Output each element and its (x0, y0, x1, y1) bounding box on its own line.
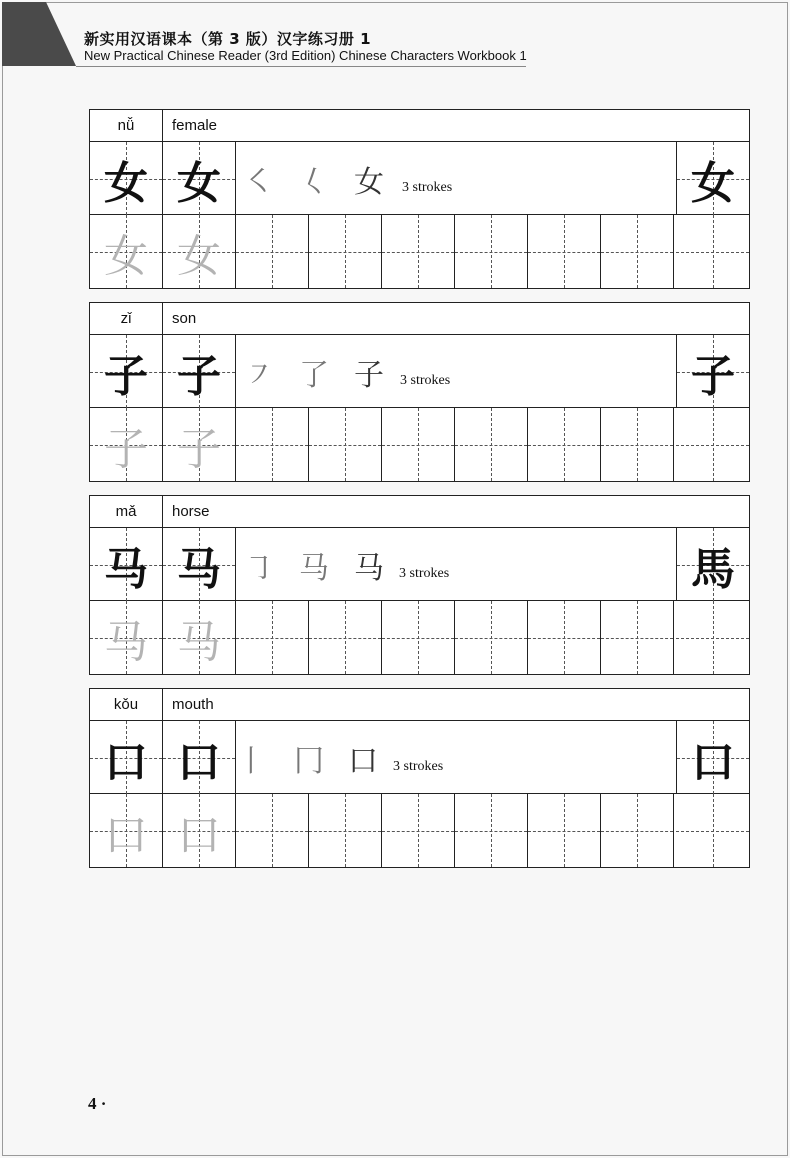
trace-cell[interactable] (90, 215, 163, 288)
model-character-cell (163, 142, 236, 215)
practice-cell[interactable] (676, 408, 749, 481)
practice-cell[interactable] (601, 794, 674, 867)
stroke-step: 了 (299, 358, 329, 393)
stroke-step: 𡿨 (299, 165, 329, 200)
model-character-cell (90, 721, 163, 794)
pinyin: nǚ (90, 110, 163, 141)
character-card-ma (89, 495, 750, 675)
practice-cell[interactable] (455, 215, 528, 288)
trace-cell[interactable] (163, 408, 236, 481)
trace-character: 马 (104, 616, 148, 668)
practice-cell[interactable] (309, 794, 382, 867)
trace-character: 口 (104, 809, 148, 861)
practice-cell[interactable] (676, 215, 749, 288)
practice-cell[interactable] (236, 794, 309, 867)
pinyin: zǐ (90, 303, 163, 334)
traditional-character: 馬 (691, 543, 735, 595)
meaning: mouth (172, 696, 214, 713)
stroke-step: 丨 (236, 744, 266, 779)
page-header (84, 30, 527, 64)
practice-cell[interactable] (382, 408, 455, 481)
trace-character: 子 (177, 423, 221, 475)
practice-cell[interactable] (455, 408, 528, 481)
stroke-count: 3 strokes (399, 566, 450, 581)
traditional-character: 女 (691, 157, 735, 209)
trace-cell[interactable] (163, 601, 236, 674)
stroke-order (236, 528, 676, 601)
model-character: 女 (177, 157, 221, 209)
model-character: 口 (177, 736, 221, 788)
character-card-zi (89, 302, 750, 482)
header-title-en: New Practical Chinese Reader (3rd Edition) Chinese Characters Workbook 1 (84, 48, 527, 63)
traditional-character: 口 (691, 736, 735, 788)
trace-cell[interactable] (90, 794, 163, 867)
practice-cell[interactable] (309, 601, 382, 674)
trace-cell[interactable] (163, 794, 236, 867)
trace-cell[interactable] (90, 601, 163, 674)
practice-cell[interactable] (455, 601, 528, 674)
stroke-step: 冂 (294, 744, 324, 779)
model-character: 子 (104, 350, 148, 402)
trace-cell[interactable] (163, 215, 236, 288)
practice-cell[interactable] (528, 601, 601, 674)
character-card-nu (89, 109, 750, 289)
practice-cell[interactable] (236, 601, 309, 674)
model-character: 子 (177, 350, 221, 402)
stroke-order (236, 721, 676, 794)
stroke-order (236, 142, 676, 215)
model-character-cell (163, 721, 236, 794)
trace-character: 口 (177, 809, 221, 861)
practice-cell[interactable] (455, 794, 528, 867)
stroke-step: 子 (354, 358, 384, 393)
practice-cell[interactable] (601, 215, 674, 288)
practice-cell[interactable] (382, 601, 455, 674)
model-character: 女 (104, 157, 148, 209)
practice-cell[interactable] (676, 794, 749, 867)
stroke-count: 3 strokes (400, 373, 451, 388)
practice-cell[interactable] (601, 408, 674, 481)
stroke-step: 口 (348, 744, 378, 779)
practice-cell[interactable] (382, 215, 455, 288)
model-character-cell (90, 142, 163, 215)
stroke-step: 马 (299, 551, 329, 586)
practice-cell[interactable] (676, 601, 749, 674)
header-title-zh: 新实用汉语课本（第 3 版）汉字练习册 1 (84, 30, 372, 48)
practice-cell[interactable] (382, 794, 455, 867)
character-card-kou (89, 688, 750, 868)
traditional-character-cell (676, 528, 749, 601)
model-character-cell (90, 528, 163, 601)
stroke-step: 马 (354, 551, 384, 586)
corner-decoration (2, 2, 76, 66)
header-rule (76, 66, 526, 67)
pinyin: kǒu (90, 689, 163, 720)
traditional-character-cell (676, 721, 749, 794)
practice-cell[interactable] (601, 601, 674, 674)
stroke-step: ㇛ (244, 165, 274, 200)
practice-cell[interactable] (528, 408, 601, 481)
practice-cell[interactable] (309, 215, 382, 288)
practice-cell[interactable] (309, 408, 382, 481)
stroke-step: ㇆ (244, 551, 274, 586)
trace-character: 女 (104, 230, 148, 282)
meaning: female (172, 117, 218, 134)
practice-cell[interactable] (236, 215, 309, 288)
stroke-step: ㇇ (244, 358, 274, 393)
page-number: 4 · (88, 1094, 107, 1113)
model-character: 马 (104, 543, 148, 595)
model-character-cell (163, 528, 236, 601)
model-character: 马 (177, 543, 221, 595)
traditional-character: 子 (691, 350, 735, 402)
trace-character: 子 (104, 423, 148, 475)
trace-cell[interactable] (90, 408, 163, 481)
model-character-cell (90, 335, 163, 408)
meaning: son (172, 310, 197, 327)
model-character-cell (163, 335, 236, 408)
pinyin: mǎ (90, 496, 163, 527)
traditional-character-cell (676, 142, 749, 215)
stroke-step: 女 (354, 165, 384, 200)
trace-character: 女 (177, 230, 221, 282)
stroke-count: 3 strokes (393, 759, 444, 774)
meaning: horse (172, 503, 210, 520)
practice-cell[interactable] (528, 215, 601, 288)
stroke-count: 3 strokes (402, 180, 453, 195)
practice-cell[interactable] (236, 408, 309, 481)
stroke-order (236, 335, 676, 408)
traditional-character-cell (676, 335, 749, 408)
practice-cell[interactable] (528, 794, 601, 867)
trace-character: 马 (177, 616, 221, 668)
model-character: 口 (104, 736, 148, 788)
